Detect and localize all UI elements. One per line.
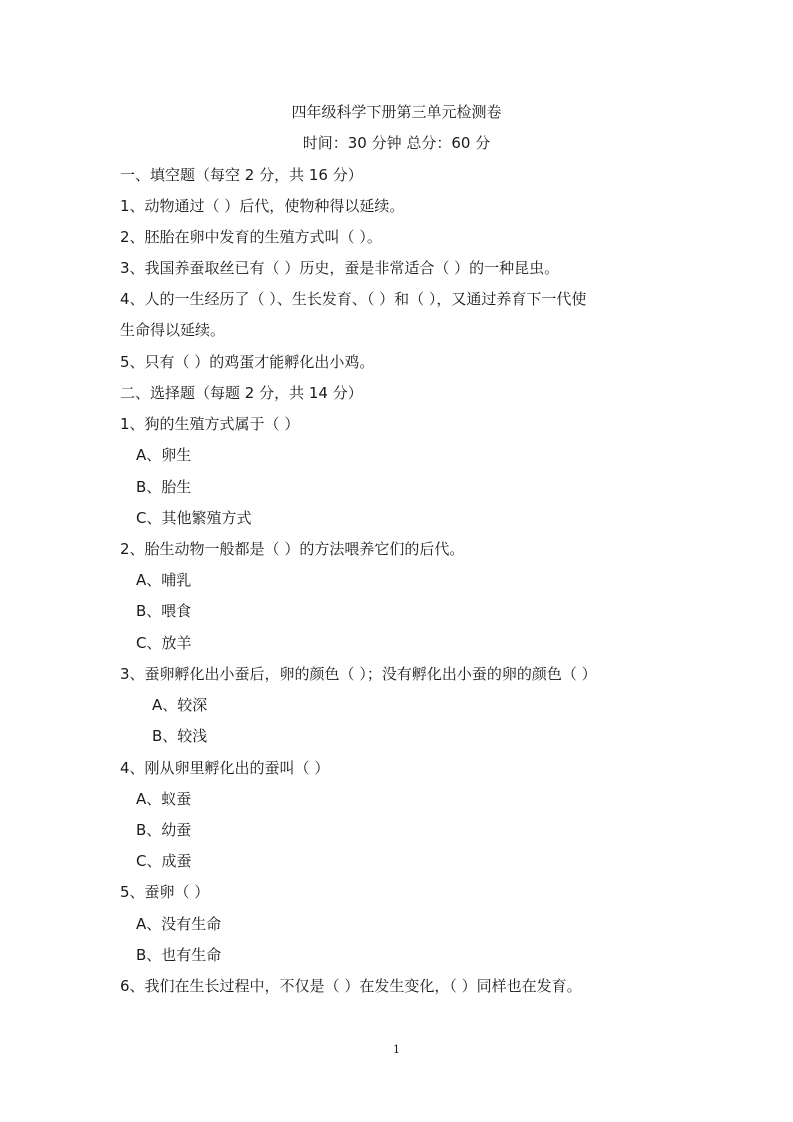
section-heading-fill-in: 一、填空题（每空 2 分，共 16 分） <box>120 166 363 184</box>
fill-question-5: 5、只有（ ）的鸡蛋才能孵化出小鸡。 <box>120 353 375 371</box>
choice-option: B、胎生 <box>136 478 192 496</box>
page-number: 1 <box>393 1043 400 1056</box>
fill-question-4-continued: 生命得以延续。 <box>120 321 226 339</box>
choice-option: A、蚁蚕 <box>136 790 192 808</box>
choice-option: A、没有生命 <box>136 915 222 933</box>
choice-option: C、其他繁殖方式 <box>136 509 252 527</box>
exam-meta: 时间：30 分钟 总分：60 分 <box>302 134 491 152</box>
choice-option: B、较浅 <box>152 727 208 745</box>
fill-question-1: 1、动物通过（ ）后代，使物种得以延续。 <box>120 197 405 215</box>
choice-option: A、哺乳 <box>136 571 192 589</box>
choice-question-2: 2、胎生动物一般都是（ ）的方法喂养它们的后代。 <box>120 540 465 558</box>
section-heading-choice: 二、选择题（每题 2 分，共 14 分） <box>120 384 363 402</box>
choice-question-6: 6、我们在生长过程中，不仅是（ ）在发生变化，（ ）同样也在发育。 <box>120 977 582 995</box>
choice-option: B、也有生命 <box>136 946 222 964</box>
fill-question-3: 3、我国养蚕取丝已有（ ）历史，蚕是非常适合（ ）的一种昆虫。 <box>120 259 560 277</box>
choice-option: C、放羊 <box>136 634 192 652</box>
choice-option: A、较深 <box>152 696 208 714</box>
fill-question-2: 2、胚胎在卵中发育的生殖方式叫（ ）。 <box>120 228 382 246</box>
choice-question-5: 5、蚕卵（ ） <box>120 883 210 901</box>
choice-option: A、卵生 <box>136 446 192 464</box>
choice-option: C、成蚕 <box>136 852 192 870</box>
choice-option: B、幼蚕 <box>136 821 192 839</box>
exam-title: 四年级科学下册第三单元检测卷 <box>291 103 502 121</box>
choice-question-4: 4、刚从卵里孵化出的蚕叫（ ） <box>120 759 330 777</box>
fill-question-4: 4、人的一生经历了（ ）、生长发育、（ ）和（ ），又通过养育下一代使 <box>120 290 587 308</box>
choice-question-3: 3、蚕卵孵化出小蚕后，卵的颜色（ ）；没有孵化出小蚕的卵的颜色（ ） <box>120 665 597 683</box>
choice-option: B、喂食 <box>136 602 192 620</box>
choice-question-1: 1、狗的生殖方式属于（ ） <box>120 415 300 433</box>
